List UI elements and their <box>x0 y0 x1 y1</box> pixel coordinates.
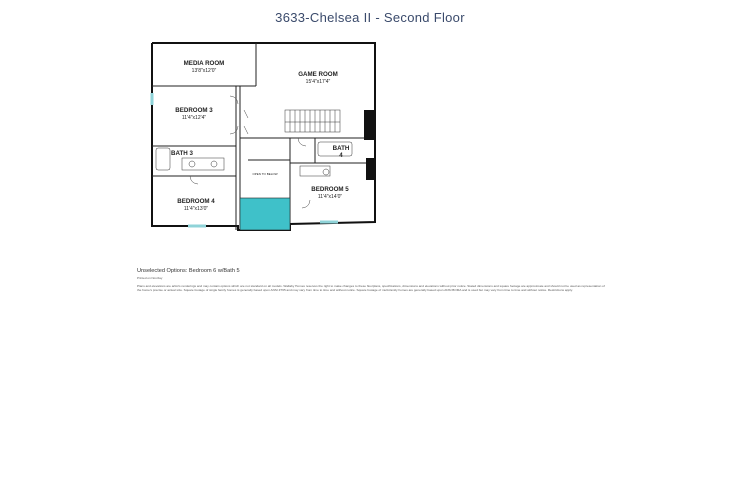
bedroom5-dims: 11'4"x14'0" <box>317 194 343 200</box>
bedroom4-label: BEDROOM 4 <box>177 198 215 205</box>
bedroom4-dims: 11'4"x13'0" <box>183 206 209 212</box>
bedroom3-dims: 11'4"x12'4" <box>181 115 207 121</box>
media-room-label: MEDIA ROOM <box>183 60 225 67</box>
bedroom3-label: BEDROOM 3 <box>175 107 213 114</box>
bath4-label: BATH <box>332 145 350 152</box>
disclaimer-text: Plans and elevations are artist's renderings and may contain options which are not standard on all models. Wallaby Homes reserves the right to make changes to these floorplans, specifications, dimensions and elevations without prior notice. Stated dimensions and square footage are approximate and should not be used as representation of the home's precise or actual size. Square footage of single family homes is generally based upon ANSI Z765 and may vary from time to time and without notice. Square footage of multi-family homes are generally based upon ANSI BOMA and is used but may vary from time to time and without notice. Restrictions apply. <box>137 284 605 293</box>
bath4-number: 4 <box>339 152 343 159</box>
floor-plan <box>130 38 390 238</box>
media-room-dims: 13'8"x12'0" <box>191 68 217 74</box>
game-room-dims: 15'4"x17'4" <box>305 79 331 85</box>
printed-note: Printed on Nov/Jay <box>137 276 163 280</box>
game-room-label: GAME ROOM <box>298 71 338 78</box>
bath3-label: BATH 3 <box>171 150 193 157</box>
page-title: 3633-Chelsea II - Second Floor <box>275 10 465 25</box>
stair-wall-block <box>364 110 375 140</box>
unselected-options-note: Unselected Options: Bedroom 6 w/Bath 5 <box>137 268 240 274</box>
open-to-below-label: OPEN TO BELOW <box>252 172 278 176</box>
bath-fixtures <box>156 142 352 176</box>
floor-plan-drawing <box>130 38 390 238</box>
stairs <box>285 110 340 132</box>
open-to-below-highlight <box>240 198 290 230</box>
bedroom5-label: BEDROOM 5 <box>311 186 349 193</box>
bath4-wall-block <box>366 158 375 180</box>
